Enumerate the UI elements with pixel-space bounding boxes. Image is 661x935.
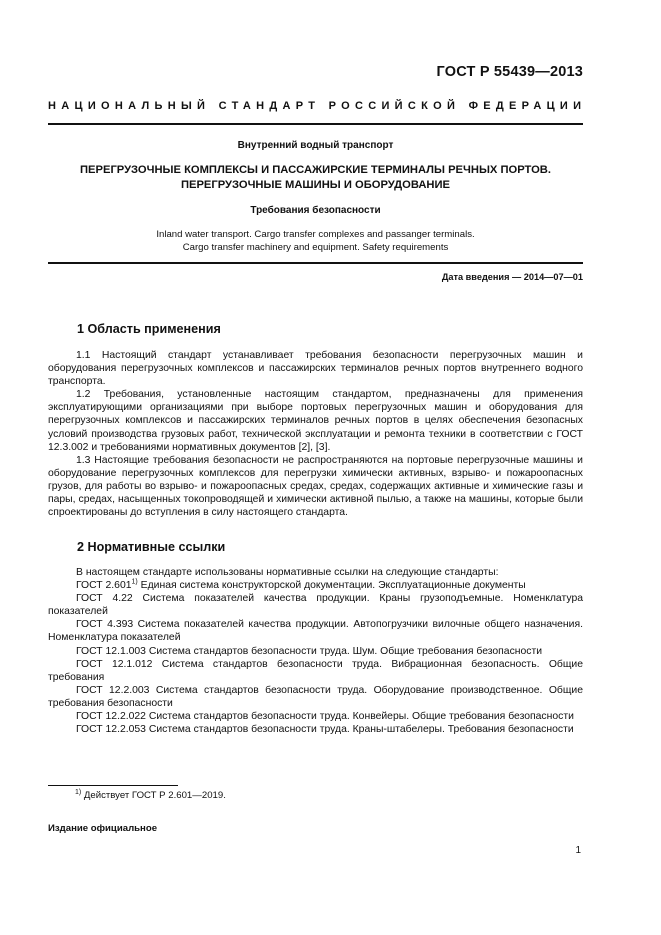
- document-title: [48, 163, 583, 193]
- english-title: [48, 229, 583, 254]
- section-2-heading: 2 Нормативные ссылки: [77, 540, 226, 554]
- reference-item: ГОСТ 12.2.053 Система стандартов безопасности труда. Краны-штабелеры. Требования безопасности: [76, 724, 574, 736]
- paragraph-1-1: 1.1 Настоящий стандарт устанавливает требования безопасности перегрузочных машин и оборудования перегрузочных комплексов и пассажирских терминалов речных портов внутреннего водного транспорта.: [48, 350, 583, 388]
- paragraph-1-2: 1.2 Требования, установленные настоящим стандартом, предназначены для применения эксплуатирующими организациями при выборе портовых перегрузочных машин и оборудования для перегрузочных комплексов и пассажирских терминалов речных портов в целях обеспечения безопасных условий производства грузовых работ, технической эксплуатации и ремонта техники в соответствии с ГОСТ 12.3.002 и требованиями нормативных документов [2], [3].: [48, 389, 583, 453]
- title-line-1: ПЕРЕГРУЗОЧНЫЕ КОМПЛЕКСЫ И ПАССАЖИРСКИЕ ТЕРМИНАЛЫ РЕЧНЫХ ПОРТОВ.: [80, 164, 551, 176]
- reference-item: [48, 579, 583, 592]
- section-2-body: [48, 566, 583, 736]
- requirements-subtitle: Требования безопасности: [250, 205, 381, 216]
- title-line-2: ПЕРЕГРУЗОЧНЫЕ МАШИНЫ И ОБОРУДОВАНИЕ: [180, 179, 451, 191]
- english-title-line-1: Inland water transport. Cargo transfer complexes and passanger terminals.: [156, 229, 475, 240]
- middle-divider: [48, 262, 583, 264]
- introduction-date: Дата введения — 2014—07—01: [441, 272, 583, 282]
- section-1-heading: 1 Область применения: [77, 322, 221, 336]
- footnote-text: Действует ГОСТ Р 2.601—2019.: [81, 790, 226, 801]
- footnote-marker: 1): [131, 578, 138, 586]
- page-number: 1: [575, 845, 581, 856]
- official-edition-label: Издание официальное: [48, 823, 158, 834]
- reference-item: ГОСТ 12.1.003 Система стандартов безопасности труда. Шум. Общие требования безопасности: [76, 645, 543, 657]
- national-standard-label: НАЦИОНАЛЬНЫЙ СТАНДАРТ РОССИЙСКОЙ ФЕДЕРАЦИИ: [48, 100, 587, 112]
- reference-code: ГОСТ 2.601: [76, 580, 132, 592]
- reference-item: ГОСТ 12.1.012 Система стандартов безопасности труда. Вибрационная безопасность. Общие требования: [48, 658, 583, 683]
- footnote-divider: [48, 785, 178, 786]
- section-1-body: [48, 349, 583, 519]
- paragraph-1-3: 1.3 Настоящие требования безопасности не распространяются на портовые перегрузочные машины и оборудование перегрузочных комплексов для перегрузки химически активных, взрыво- и пожароопасных грузов, для работы во взрыво- и пожароопасных средах, средах, содержащих активные и химические газы и пары, средах, насыщенных токопроводящей и химически активной пылью, а также на машины, которые были спроектированы до вступления в силу настоящего стандарта.: [48, 454, 583, 519]
- reference-item: ГОСТ 12.2.022 Система стандартов безопасности труда. Конвейеры. Общие требования безопасности: [76, 711, 574, 723]
- reference-item: ГОСТ 12.2.003 Система стандартов безопасности труда. Оборудование производственное. Общие требования безопасности: [48, 684, 583, 709]
- english-title-line-2: Cargo transfer machinery and equipment. Safety requirements: [182, 241, 449, 253]
- reference-text: Единая система конструкторской документации. Эксплуатационные документы: [137, 580, 526, 592]
- reference-item: ГОСТ 4.393 Система показателей качества продукции. Автопогрузчики вилочные общего назначения. Номенклатура показателей: [48, 619, 583, 644]
- top-divider: [48, 123, 583, 125]
- subject-line: Внутренний водный транспорт: [237, 140, 394, 151]
- gost-number: ГОСТ Р 55439—2013: [436, 64, 583, 80]
- references-intro: В настоящем стандарте использованы нормативные ссылки на следующие стандарты:: [76, 567, 499, 578]
- footnote: [75, 790, 226, 801]
- reference-item: ГОСТ 4.22 Система показателей качества продукции. Краны грузоподъемные. Номенклатура показателей: [48, 593, 583, 618]
- footnote-number: 1): [75, 788, 82, 796]
